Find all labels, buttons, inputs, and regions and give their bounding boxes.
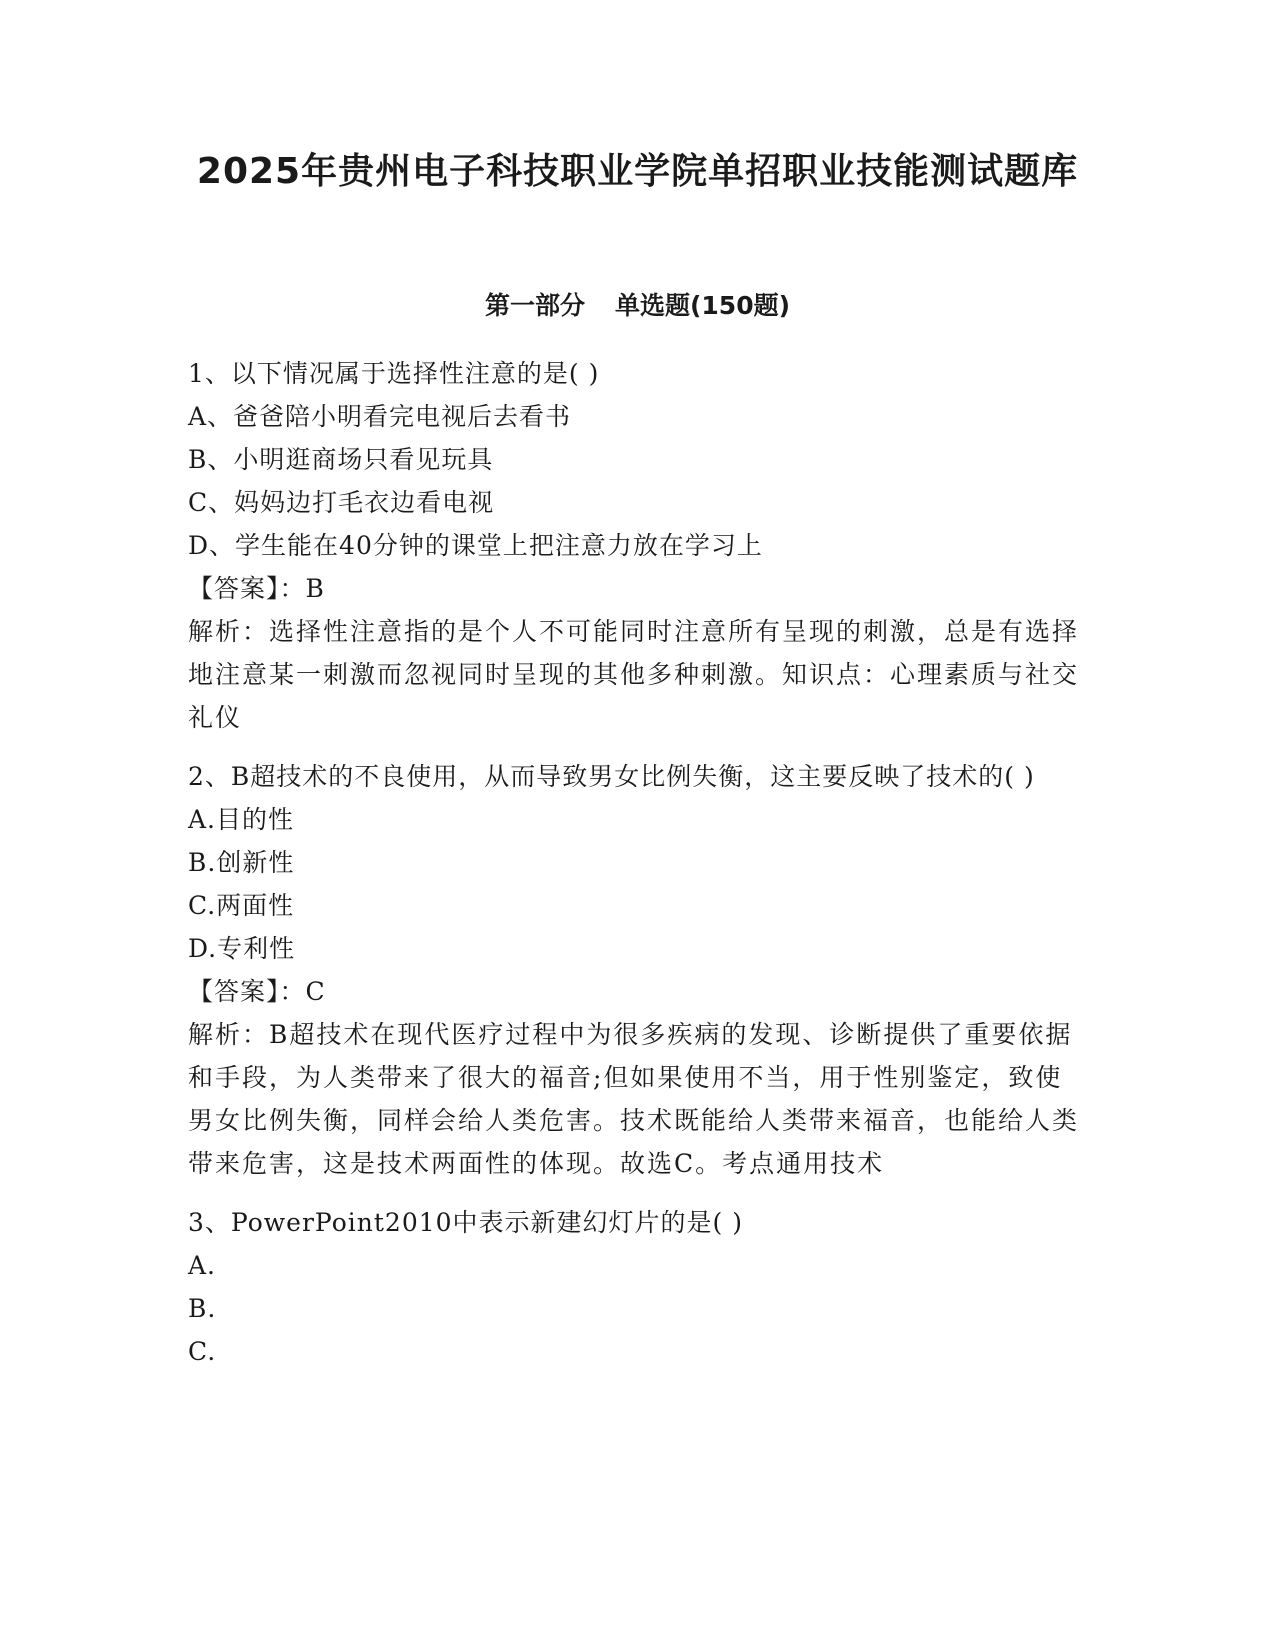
option-a: A.目的性 (188, 805, 295, 834)
answer-label: 【答案】 (188, 977, 280, 1006)
option-a: A、爸爸陪小明看完电视后去看书 (188, 402, 572, 431)
option-d: D、学生能在40分钟的课堂上把注意力放在学习上 (188, 531, 763, 560)
question-1 (188, 352, 1088, 739)
option-a: A. (188, 1251, 217, 1280)
option-c: C. (188, 1337, 217, 1366)
option-c: C.两面性 (188, 891, 295, 920)
option-c: C、妈妈边打毛衣边看电视 (188, 488, 495, 517)
question-stem: 3、PowerPoint2010中表示新建幻灯片的是( ) (188, 1208, 743, 1237)
analysis-text: 解析：选择性注意指的是个人不可能同时注意所有呈现的刺激，总是有选择地注意某一刺激而忽视同时呈现的其他多种刺激。知识点：心理素质与社交礼仪 (188, 617, 1080, 732)
question-stem: 1、以下情况属于选择性注意的是( ) (188, 359, 600, 388)
answer-line (188, 970, 1088, 1013)
option-b: B、小明逛商场只看见玩具 (188, 445, 494, 474)
questions-list (188, 352, 1088, 1389)
option-b: B. (188, 1294, 217, 1323)
section-heading (0, 290, 1275, 322)
question-2 (188, 755, 1088, 1185)
option-b: B.创新性 (188, 848, 295, 877)
analysis-text: 解析：B超技术在现代医疗过程中为很多疾病的发现、诊断提供了重要依据和手段，为人类带来了很大的福音;但如果使用不当，用于性别鉴定，致使男女比例失衡，同样会给人类危害。技术既能给人类带来福音，也能给人类带来危害，这是技术两面性的体现。故选C。考点通用技术 (188, 1020, 1080, 1178)
question-stem: 2、B超技术的不良使用，从而导致男女比例失衡，这主要反映了技术的( ) (188, 762, 1035, 791)
document-title: 2025年贵州电子科技职业学院单招职业技能测试题库 (196, 151, 1079, 192)
section-name: 第一部分 (484, 291, 585, 320)
answer-label: 【答案】 (188, 574, 280, 603)
answer-line (188, 567, 1088, 610)
option-d: D.专利性 (188, 934, 296, 963)
answer-value: ：B (279, 574, 325, 603)
section-subtitle: 单选题(150题) (614, 291, 791, 320)
question-3 (188, 1201, 1088, 1373)
answer-value: ：C (279, 977, 326, 1006)
